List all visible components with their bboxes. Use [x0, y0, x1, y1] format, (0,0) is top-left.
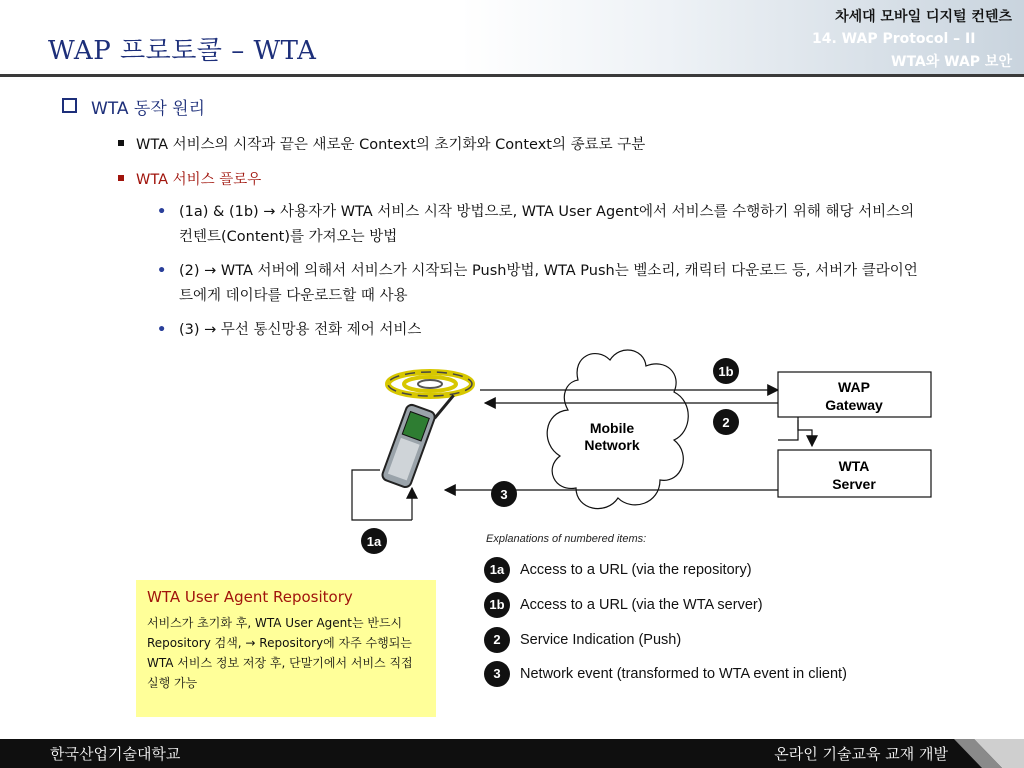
- bullet-context: [118, 133, 645, 154]
- legend-label: Access to a URL (via the repository): [520, 562, 752, 578]
- server-label-2: Server: [832, 476, 876, 492]
- wta-flow-diagram: [340, 340, 940, 560]
- header-divider: [0, 74, 1024, 77]
- legend-badge: 2: [484, 627, 510, 653]
- radio-wave-icon: [388, 372, 472, 396]
- badge-3-text: 3: [500, 487, 508, 502]
- legend: [484, 533, 884, 693]
- dot-bullet-icon: •: [157, 322, 167, 338]
- sub-bullet-1-text: (1a) & (1b) → 사용자가 WTA 서비스 시작 방법으로, WTA User Agent에서 서비스를 수행하기 위해 해당 서비스의 컨텐트(Content)를 가져오는 방법: [179, 204, 915, 245]
- dot-bullet-icon: •: [157, 263, 167, 279]
- gateway-label-2: Gateway: [825, 397, 883, 413]
- cloud-label-mobile: Mobile: [589, 420, 635, 436]
- section-heading-text: WTA 동작 원리: [91, 99, 205, 119]
- chapter-label: 14. WAP Protocol – II: [812, 31, 976, 47]
- legend-label: Service Indication (Push): [520, 632, 682, 648]
- legend-badge: 1b: [484, 592, 510, 618]
- dot-bullet-icon: •: [157, 204, 167, 220]
- sub-bullet-3-text: (3) → 무선 통신망용 전화 제어 서비스: [179, 322, 422, 338]
- server-label-1: WTA: [838, 458, 870, 474]
- legend-label: Network event (transformed to WTA event in client): [520, 666, 847, 682]
- sub-bullet-2-text: (2) → WTA 서버에 의해서 서비스가 시작되는 Push방법, WTA Push는 벨소리, 캐릭터 다운로드 등, 서버가 클라이언트에게 데이타를 다운로드할 때 사용: [179, 263, 918, 304]
- repository-note-body: 서비스가 초기화 후, WTA User Agent는 반드시 Repository 검색, → Repository에 자주 수행되는 WTA 서비스 정보 저장 후, 단말기에서 서비스 직접 실행 가능: [147, 616, 413, 690]
- badge-1a-text: 1a: [366, 534, 382, 549]
- legend-badge: 1a: [484, 557, 510, 583]
- bullet-service-flow-text: WTA 서비스 플로우: [136, 172, 262, 188]
- section-heading: [62, 94, 205, 119]
- cloud-label-network: Network: [584, 437, 640, 453]
- subtopic-label: WTA와 WAP 보안: [891, 54, 1012, 70]
- square-bullet-icon: [118, 140, 124, 146]
- footer-corner-decoration: [954, 739, 1024, 768]
- gateway-label-1: WAP: [838, 379, 870, 395]
- slide-title: WAP 프로토콜 – WTA: [48, 36, 317, 66]
- sub-bullet-2: [157, 259, 927, 309]
- badge-2-text: 2: [722, 415, 730, 430]
- footer-university: 한국산업기술대학교: [50, 745, 181, 763]
- bullet-service-flow: [118, 168, 261, 189]
- legend-badge: 3: [484, 661, 510, 687]
- bullet-context-text: WTA 서비스의 시작과 끝은 새로운 Context의 초기화와 Context의 종료로 구분: [136, 137, 646, 153]
- footer-project: 온라인 기술교육 교재 개발: [774, 745, 948, 763]
- badge-1b-text: 1b: [718, 364, 734, 379]
- repository-note: [136, 580, 436, 717]
- course-title: 차세대 모바일 디지털 컨텐츠: [835, 9, 1012, 25]
- legend-item: [484, 592, 763, 618]
- square-bullet-icon: [118, 175, 124, 181]
- arrow-server-to-gateway: [778, 420, 798, 440]
- legend-item: [484, 627, 681, 653]
- sub-bullet-1: [157, 200, 927, 250]
- footer-bar: [0, 739, 1024, 768]
- legend-label: Access to a URL (via the WTA server): [520, 597, 763, 613]
- checkbox-bullet-icon: [62, 98, 77, 113]
- legend-item: [484, 557, 752, 583]
- legend-caption: Explanations of numbered items:: [486, 533, 647, 545]
- legend-item: [484, 661, 847, 687]
- repository-note-title: WTA User Agent Repository: [147, 588, 353, 606]
